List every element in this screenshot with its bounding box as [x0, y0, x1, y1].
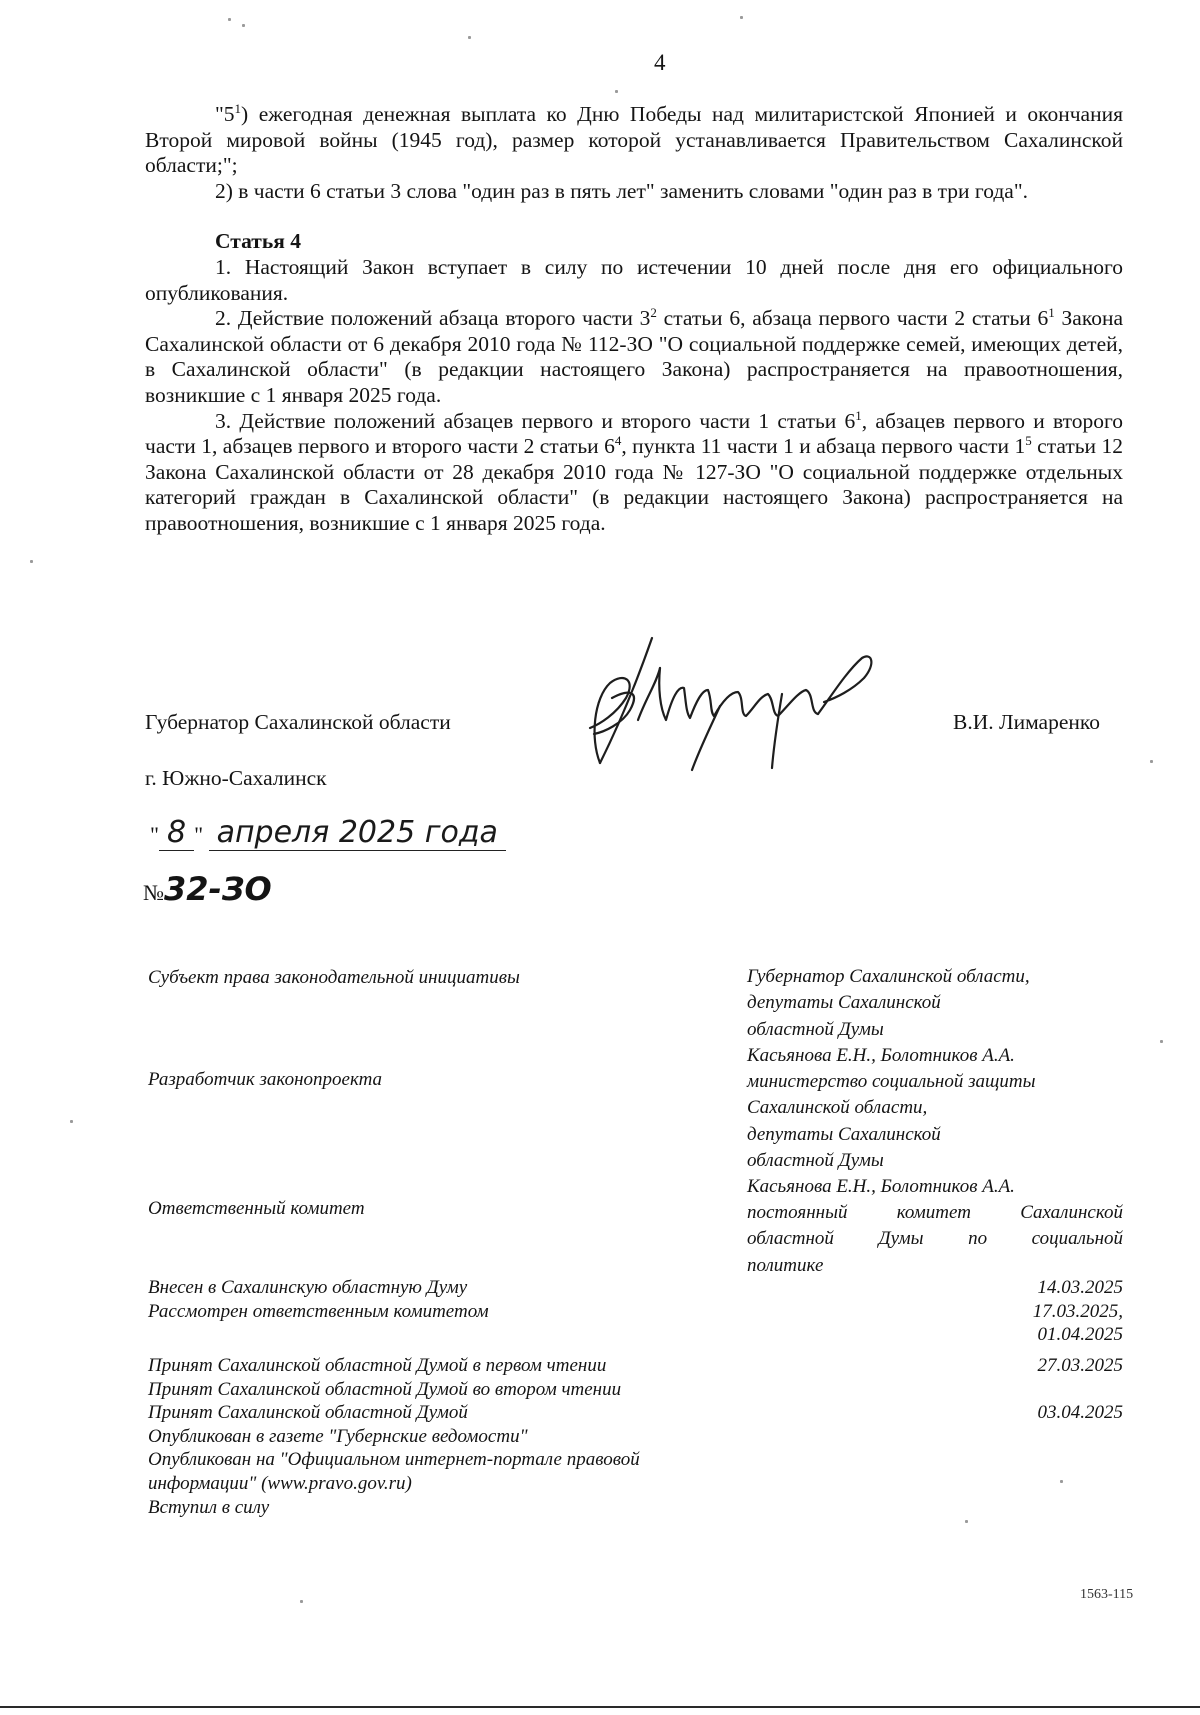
committee-value: постоянный комитет Сахалинской областной Думы по социальной политике — [747, 1202, 1123, 1276]
event-entered-force: Вступил в силу — [148, 1496, 270, 1518]
scan-speck — [1160, 1040, 1163, 1043]
committee-label: Ответственный комитет — [148, 1198, 365, 1219]
initiative-value: Губернатор Сахалинской области, депутаты Сахалинской областной Думы Касьянова Е.Н., Болотников А.А. — [747, 966, 1030, 1066]
article-paragraph-2: 2. Действие положений абзаца второго части $3^2$ статьи 6, абзаца первого части 2 статьи $6^1$ Закона Сахалинской области от 6 декабря 2010 года № 112-ЗО "О социальной поддержке семей, имеющих детей, в Сахалинской области" (в редакции настоящего Закона) распространяется на правоотношения, возникшие с 1 января 2025 года. — [145, 305, 1123, 407]
events-block-1 — [148, 1276, 748, 1323]
bottom-scan-edge — [0, 1706, 1200, 1708]
scan-speck — [740, 16, 743, 19]
handwritten-signature — [560, 628, 890, 778]
governor-position: Губернатор Сахалинской области — [145, 710, 451, 734]
page-number: 4 — [654, 50, 666, 75]
scan-speck — [30, 560, 33, 563]
event-published-portal-cont: информации" (www.pravo.gov.ru) — [148, 1472, 412, 1494]
scan-speck — [615, 90, 618, 93]
date-month-year: апреля 2025 года — [209, 815, 506, 851]
events-block-2 — [148, 1354, 748, 1519]
scan-speck — [70, 1120, 73, 1123]
dates-block-2: 27.03.2025 03.04.2025 — [1037, 1355, 1123, 1424]
article-heading: Статья 4 — [215, 229, 301, 254]
event-published-portal: Опубликован на "Официальном интернет-портале правовой — [148, 1449, 640, 1471]
event-published-newspaper: Опубликован в газете "Губернские ведомости" — [148, 1425, 528, 1447]
scan-speck — [1060, 1480, 1063, 1483]
article-paragraph-3: 3. Действие положений абзацев первого и второго части 1 статьи $6^1$, абзацев первого и второго части 1, абзацев первого и второго части 2 статьи $6^4$, пункта 11 части 1 и абзаца первого части $1^5$ статьи 12 Закона Сахалинской области от 28 декабря 2010 года № 127-ЗО "О социальной поддержке отдельных категорий граждан в Сахалинской области" (в редакции настоящего Закона) распространяется на правоотношения, возникшие с 1 января 2025 года. — [145, 407, 1123, 535]
event-first-reading: Принят Сахалинской областной Думой в первом чтении — [148, 1355, 607, 1376]
signing-date: " 8 " апреля 2025 года — [150, 815, 506, 850]
footer-code: 1563-115 — [1080, 1587, 1134, 1602]
registration-number: №32-ЗО — [143, 870, 272, 908]
scan-speck — [228, 18, 231, 21]
date-day: 8 — [159, 815, 194, 851]
article-paragraph-1: 1. Настоящий Закон вступает в силу по истечении 10 дней после дня его официального опубликования. — [145, 254, 1123, 305]
paragraph-5-1: "$5^1$) ежегодная денежная выплата ко Дню Победы над милитаристской Японией и окончания Второй мировой войны (1945 год), размер которой устанавливается Правительством Сахалинской области;"; — [145, 100, 1123, 178]
scan-speck — [300, 1600, 303, 1603]
governor-name: В.И. Лимаренко — [953, 710, 1100, 734]
scan-speck — [242, 24, 245, 27]
scan-speck — [1150, 760, 1153, 763]
initiative-label: Субъект права законодательной инициативы — [148, 967, 520, 988]
developer-value: министерство социальной защиты Сахалинской области, депутаты Сахалинской областной Думы Касьянова Е.Н., Болотников А.А. — [747, 1071, 1036, 1198]
dates-block-1: 14.03.2025 17.03.2025, 01.04.2025 — [1032, 1277, 1123, 1346]
paragraph-2: 2) в части 6 статьи 3 слова "один раз в пять лет" заменить словами "один раз в три года". — [215, 178, 1028, 203]
event-reviewed: Рассмотрен ответственным комитетом — [148, 1300, 489, 1322]
scan-speck — [965, 1520, 968, 1523]
scan-speck — [468, 36, 471, 39]
city: г. Южно-Сахалинск — [145, 766, 327, 790]
event-adopted: Принят Сахалинской областной Думой — [148, 1402, 468, 1424]
event-second-reading: Принят Сахалинской областной Думой во втором чтении — [148, 1378, 622, 1400]
event-submitted: Внесен в Сахалинскую областную Думу — [148, 1277, 468, 1298]
body-text — [145, 102, 1123, 537]
registration-number-value: 32-ЗО — [164, 870, 272, 908]
developer-label: Разработчик законопроекта — [148, 1069, 383, 1090]
